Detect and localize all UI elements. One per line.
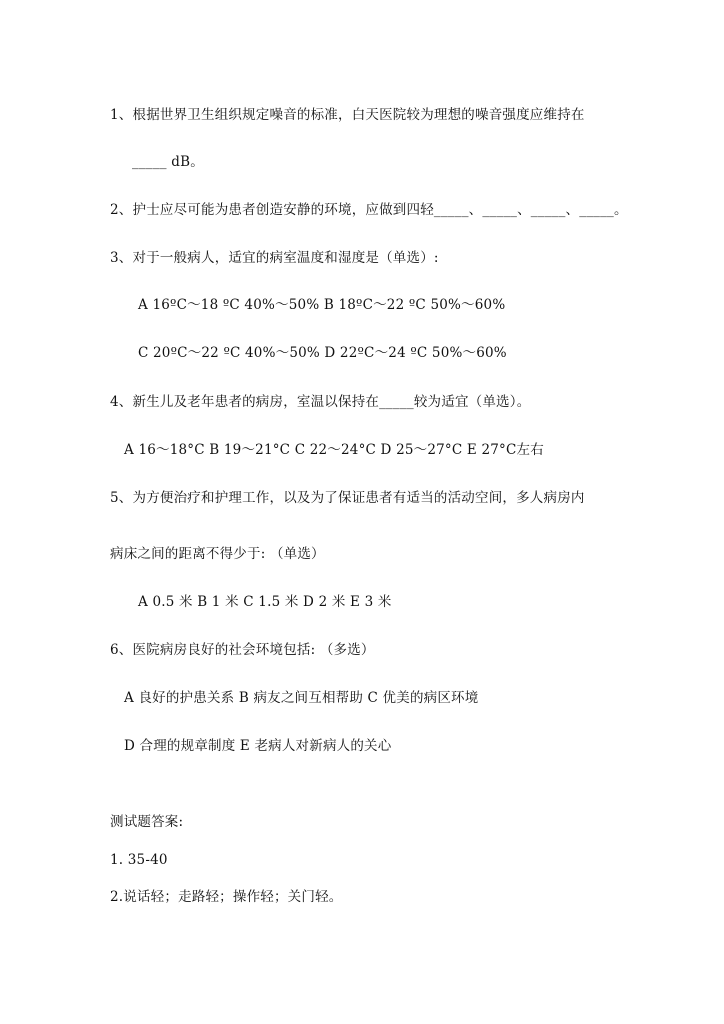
question-6: 6、医院病房良好的社会环境包括: （多选） — [110, 642, 375, 658]
question-1-line-2: _____ dB。 — [132, 154, 204, 170]
question-6-options-row-2: D 合理的规章制度 E 老病人对新病人的关心 — [124, 738, 392, 754]
question-3: 3、对于一般病人，适宜的病室温度和湿度是（单选）: — [110, 250, 439, 266]
question-5-options: A 0.5 米 B 1 米 C 1.5 米 D 2 米 E 3 米 — [138, 594, 392, 610]
question-4-options: A 16～18°C B 19～21°C C 22～24°C D 25～27°C E 27°C左右 — [124, 442, 544, 458]
question-3-options-row-2: C 20ºC～22 ºC 40%～50% D 22ºC～24 ºC 50%～60% — [138, 345, 507, 361]
question-3-options-row-1: A 16ºC～18 ºC 40%～50% B 18ºC～22 ºC 50%～60% — [138, 297, 506, 313]
question-5-line-2: 病床之间的距离不得少于: （单选） — [110, 546, 325, 562]
question-6-options-row-1: A 良好的护患关系 B 病友之间互相帮助 C 优美的病区环境 — [124, 690, 479, 706]
answer-2: 2.说话轻；走路轻；操作轻；关门轻。 — [110, 889, 343, 905]
answers-heading: 测试题答案: — [110, 814, 184, 830]
question-2: 2、护士应尽可能为患者创造安静的环境，应做到四轻_____、_____、_____、_____。 — [110, 202, 628, 218]
question-4: 4、新生儿及老年患者的病房，室温以保持在_____较为适宜（单选）。 — [110, 394, 531, 410]
question-1-line-1: 1、根据世界卫生组织规定噪音的标准，白天医院较为理想的噪音强度应维持在 — [110, 107, 585, 123]
question-5-line-1: 5、为方便治疗和护理工作，以及为了保证患者有适当的活动空间，多人病房内 — [110, 490, 585, 506]
answer-1: 1. 35-40 — [110, 852, 168, 868]
